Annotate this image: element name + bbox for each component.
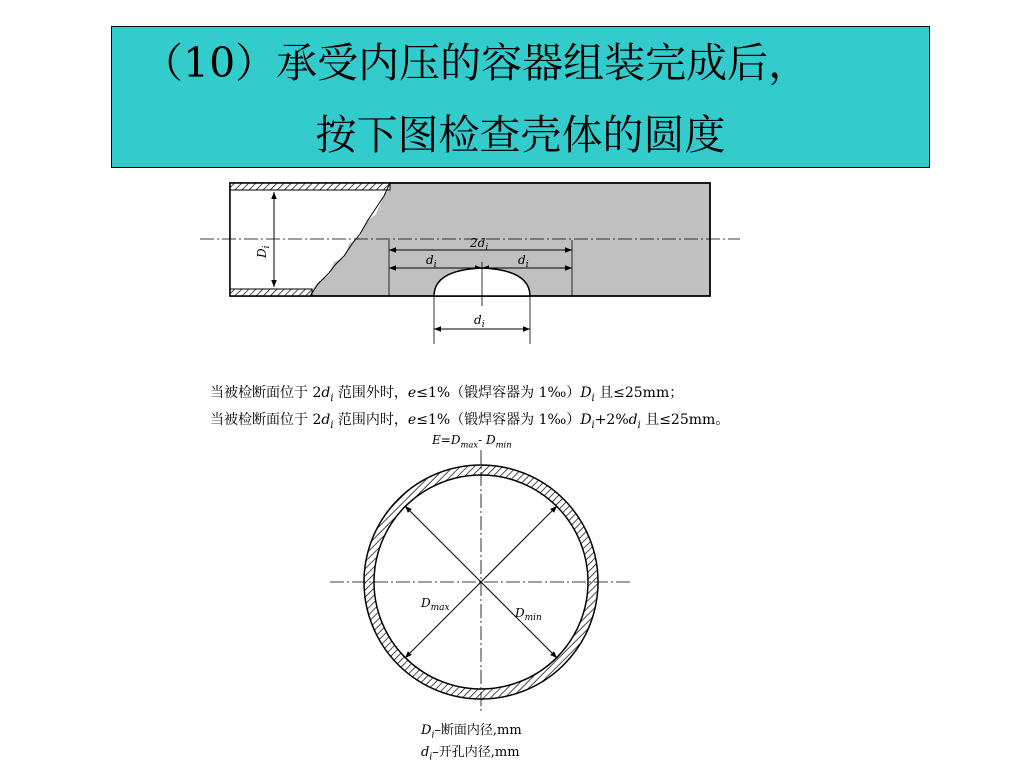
wall-top-hatch [230, 183, 390, 190]
di-right-label: $d_i$ [518, 253, 529, 270]
rule-inside-range: 当被检断面位于 $2d_i$ 范围内时，e≤1%（锻焊容器为 $1‰)D_i+2\%d_i$ 且≤25mm。 [210, 412, 730, 431]
2di-label: $2d_i$ [470, 236, 489, 253]
title-line-1: （10）承受内压的容器组装完成后， [142, 39, 810, 87]
legend-Di: $D_i-$断面内径,mm [421, 723, 522, 741]
circle-diagram [330, 450, 630, 712]
title-line-2: 按下图检查壳体的圆度 [315, 111, 726, 159]
nozzle-di-label: $d_i$ [474, 313, 485, 330]
legend-di: $d_i-$开孔内径,mm [421, 745, 520, 763]
Dmin-label: $D_{min}$ [515, 606, 542, 623]
roundness-formula: $E=D_{max}-$ $D_{min}$ [432, 433, 512, 450]
di-left-label: $d_i$ [426, 253, 437, 270]
wall-bottom-hatch [230, 289, 312, 296]
Di-label: $D_i$ [255, 245, 272, 258]
Dmax-label: $D_{max}$ [421, 596, 450, 613]
rule-outside-range: 当被检断面位于 $2d_i$ 范围外时，e≤1%（锻焊容器为 $1‰)D_i$ 且≤25mm； [210, 385, 684, 404]
